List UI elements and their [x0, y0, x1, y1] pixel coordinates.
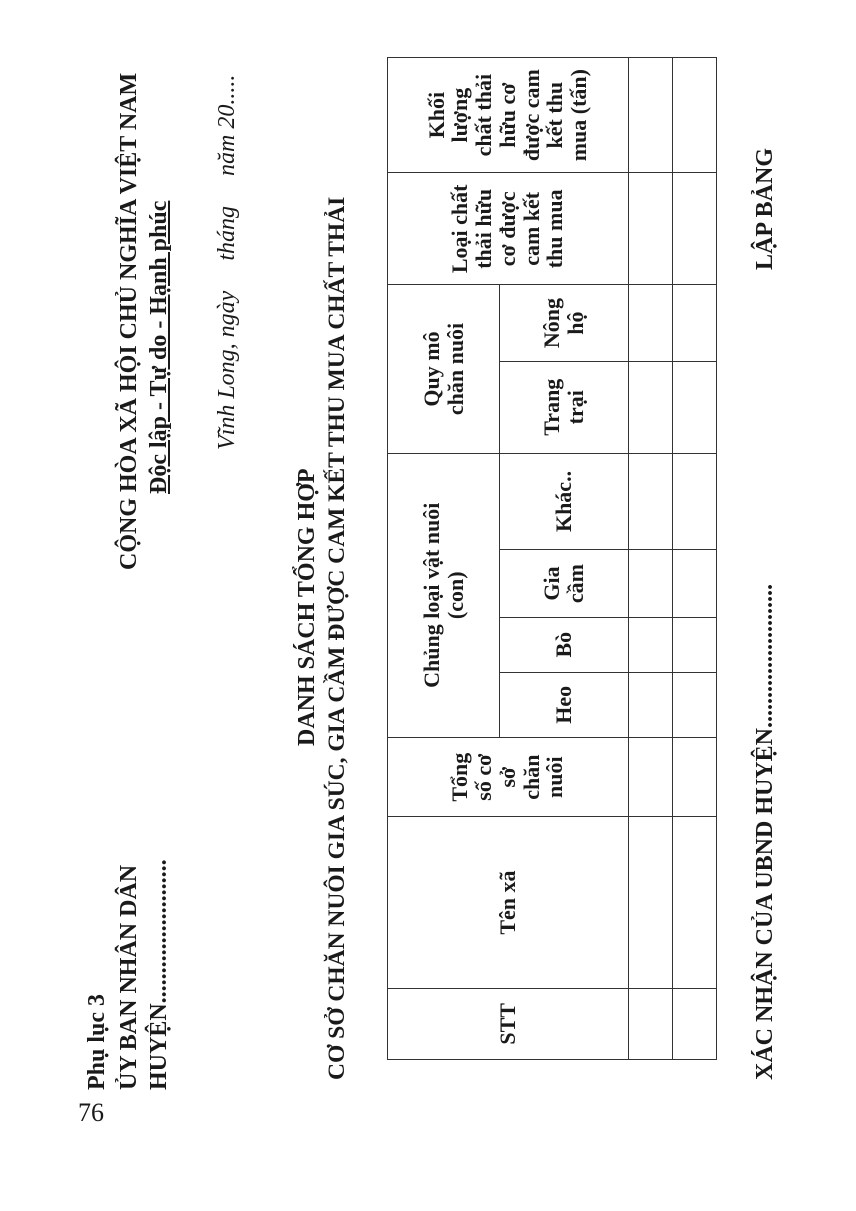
agency-line1: ỦY BAN NHÂN DÂN [116, 864, 142, 1090]
table-row [672, 58, 716, 1060]
header-commune: Tên xã [388, 817, 629, 988]
summary-table [387, 57, 717, 1060]
document-title: DANH SÁCH TỔNG HỢP [294, 468, 320, 746]
agency-line2: HUYỆN........................ [146, 859, 172, 1090]
header-stt: STT [388, 988, 629, 1059]
appendix-label: Phụ lục 3 [84, 993, 110, 1090]
header-species-poultry: Gia cầm [500, 550, 628, 617]
header-species-group: Chủng loại vật nuôi (con) [388, 453, 500, 737]
header-waste-type: Loại chất thải hữu cơ được cam kết thu mua [388, 173, 629, 285]
date-line: Vĩnh Long, ngày tháng năm 20..... [214, 74, 240, 450]
table-row [628, 58, 672, 1060]
header-species-cattle: Bò [500, 617, 628, 672]
page-number: 76 [78, 1098, 104, 1127]
header-total-farms: Tổng số cơ sở chăn nuôi [388, 737, 629, 817]
rotated-document [85, 0, 830, 1090]
header-species-pig: Heo [500, 672, 628, 737]
motto: Độc lập - Tự do - Hạnh phúc [146, 200, 172, 494]
header-species-other: Khác.. [500, 453, 628, 550]
prepared-by-label: LẬP BẢNG [752, 147, 778, 270]
header-scale-group: Quy mô chăn nuôi [388, 285, 500, 453]
header-scale-household: Nông hộ [500, 285, 628, 361]
confirmation-label: XÁC NHẬN CỦA UBND HUYỆN........................ [752, 583, 778, 1080]
header-waste-amount: Khối lượng chất thải hữu cơ được cam kết thu mua (tấn) [388, 58, 629, 173]
document-subtitle: CƠ SỞ CHĂN NUÔI GIA SÚC, GIA CẦM ĐƯỢC CAM KẾT THU MUA CHẤT THẢI [324, 196, 350, 1080]
nation-title: CỘNG HÒA XÃ HỘI CHỦ NGHĨA VIỆT NAM [116, 72, 142, 570]
header-scale-farm: Trang trại [500, 361, 628, 453]
